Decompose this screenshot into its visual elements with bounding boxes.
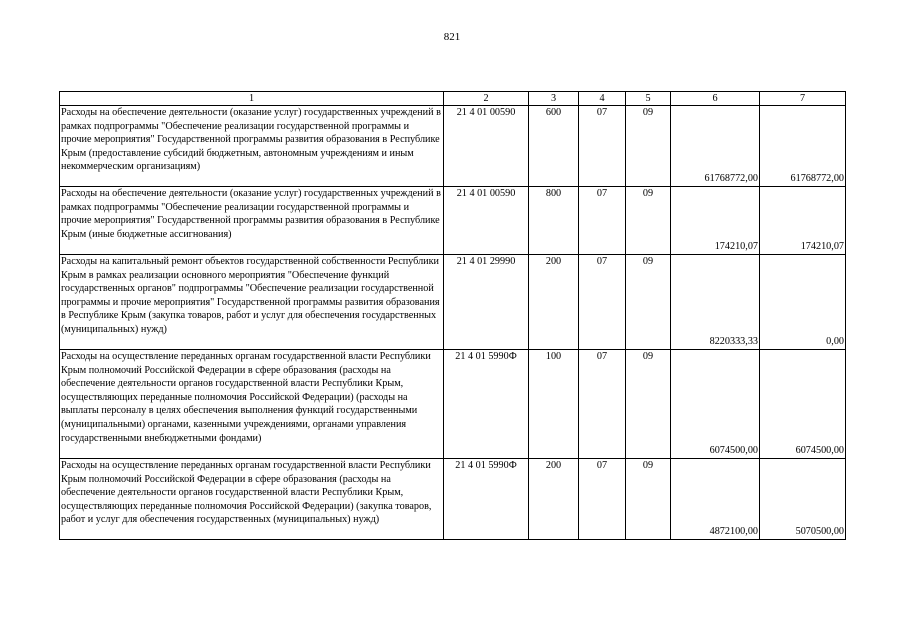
expense-type-code: 800 bbox=[529, 187, 579, 255]
amount-column-6: 8220333,33 bbox=[671, 255, 760, 350]
page-number: 821 bbox=[443, 31, 461, 43]
amount-column-6: 4872100,00 bbox=[671, 459, 760, 540]
target-article-code: 21 4 01 00590 bbox=[444, 187, 529, 255]
column-header: 5 bbox=[626, 92, 671, 106]
subsection-code: 09 bbox=[626, 255, 671, 350]
column-header: 2 bbox=[444, 92, 529, 106]
subsection-code: 09 bbox=[626, 187, 671, 255]
amount-column-7: 61768772,00 bbox=[760, 106, 846, 187]
table-row bbox=[60, 350, 846, 459]
target-article-code: 21 4 01 00590 bbox=[444, 106, 529, 187]
row-description: Расходы на обеспечение деятельности (оказание услуг) государственных учреждений в рамках подпрограммы "Обеспечение реализации государственной программы и прочие мероприятия" Государственной программы развития образования в Республике Крым (предоставление субсидий бюджетным, автономным учреждениям и иным некоммерческим организациям) bbox=[60, 106, 444, 187]
amount-column-7: 174210,07 bbox=[760, 187, 846, 255]
column-header: 3 bbox=[529, 92, 579, 106]
target-article-code: 21 4 01 5990Ф bbox=[444, 459, 529, 540]
target-article-code: 21 4 01 5990Ф bbox=[444, 350, 529, 459]
expense-type-code: 100 bbox=[529, 350, 579, 459]
subsection-code: 09 bbox=[626, 350, 671, 459]
column-header: 7 bbox=[760, 92, 846, 106]
target-article-code: 21 4 01 29990 bbox=[444, 255, 529, 350]
table-row bbox=[60, 106, 846, 187]
section-code: 07 bbox=[579, 459, 626, 540]
expense-type-code: 200 bbox=[529, 459, 579, 540]
section-code: 07 bbox=[579, 187, 626, 255]
column-header: 6 bbox=[671, 92, 760, 106]
expense-type-code: 200 bbox=[529, 255, 579, 350]
amount-column-6: 6074500,00 bbox=[671, 350, 760, 459]
row-description: Расходы на обеспечение деятельности (оказание услуг) государственных учреждений в рамках подпрограммы "Обеспечение реализации государственной программы и прочие мероприятия" Государственной программы развития образования в Республике Крым (иные бюджетные ассигнования) bbox=[60, 187, 444, 255]
subsection-code: 09 bbox=[626, 106, 671, 187]
amount-column-7: 0,00 bbox=[760, 255, 846, 350]
row-description: Расходы на осуществление переданных органам государственной власти Республики Крым полномочий Российской Федерации в сфере образования (расходы на обеспечение деятельности органов государственной власти Республики Крым, осуществляющих переданные полномочия Российской Федерации) (расходы на выплаты персоналу в целях обеспечения выполнения функций государственными (муниципальными) органами, казенными учреждениями, органами управления государственными внебюджетными фондами) bbox=[60, 350, 444, 459]
subsection-code: 09 bbox=[626, 459, 671, 540]
table-row bbox=[60, 459, 846, 540]
table-row bbox=[60, 255, 846, 350]
budget-table bbox=[59, 91, 846, 540]
section-code: 07 bbox=[579, 255, 626, 350]
table-header-row bbox=[60, 92, 846, 106]
row-description: Расходы на капитальный ремонт объектов государственной собственности Республики Крым в рамках реализации основного мероприятия "Обеспечение функций государственных органов" подпрограммы "Обеспечение реализации государственной программы и прочие мероприятия" Государственной программы развития образования в Республике Крым (закупка товаров, работ и услуг для обеспечения государственных (муниципальных) нужд) bbox=[60, 255, 444, 350]
row-description: Расходы на осуществление переданных органам государственной власти Республики Крым полномочий Российской Федерации в сфере образования (расходы на обеспечение деятельности органов государственной власти Республики Крым, осуществляющих переданные полномочия Российской Федерации) (закупка товаров, работ и услуг для обеспечения государственных (муниципальных) нужд) bbox=[60, 459, 444, 540]
amount-column-6: 174210,07 bbox=[671, 187, 760, 255]
section-code: 07 bbox=[579, 106, 626, 187]
amount-column-7: 6074500,00 bbox=[760, 350, 846, 459]
section-code: 07 bbox=[579, 350, 626, 459]
table-row bbox=[60, 187, 846, 255]
expense-type-code: 600 bbox=[529, 106, 579, 187]
amount-column-7: 5070500,00 bbox=[760, 459, 846, 540]
amount-column-6: 61768772,00 bbox=[671, 106, 760, 187]
column-header: 1 bbox=[60, 92, 444, 106]
column-header: 4 bbox=[579, 92, 626, 106]
